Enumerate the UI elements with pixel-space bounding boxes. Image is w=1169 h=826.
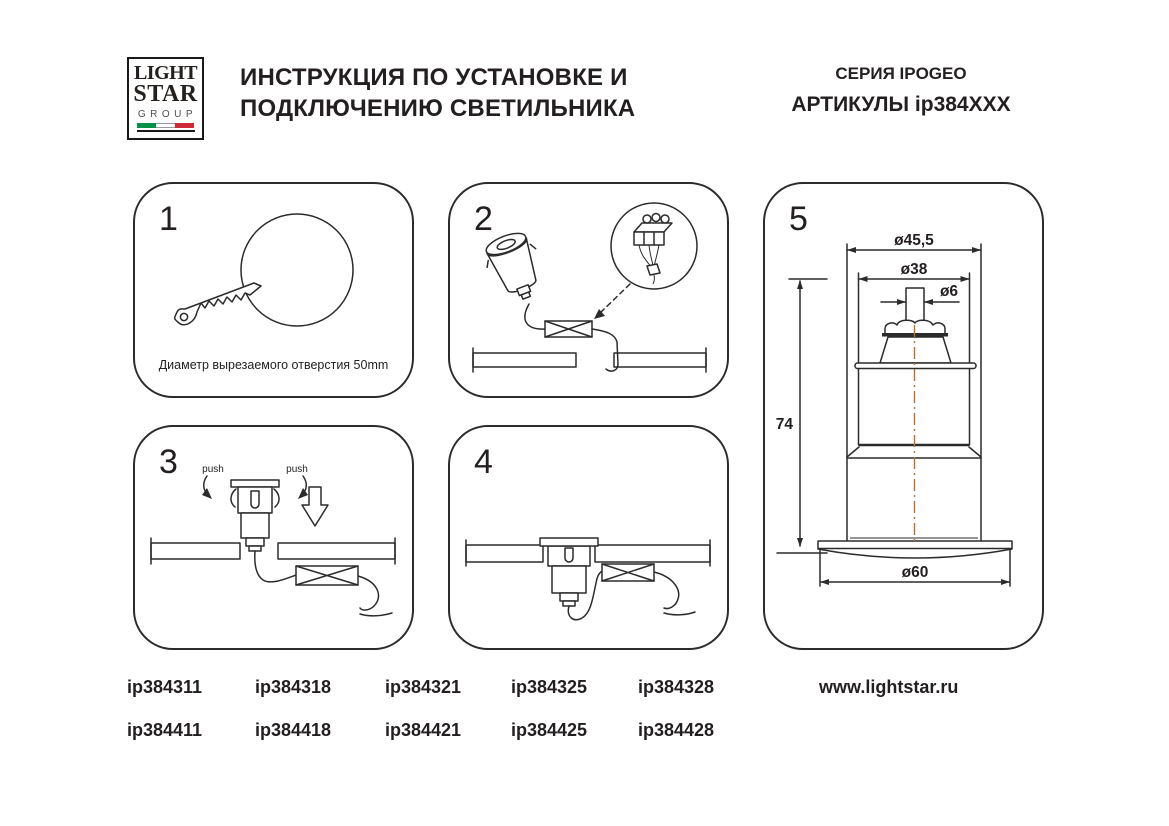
fixture-drawing [540,538,598,606]
step-number: 1 [159,200,178,238]
flag-white-segment [156,123,175,128]
step-1-panel [133,182,414,398]
title-line-1: ИНСТРУКЦИЯ ПО УСТАНОВКЕ И [240,64,628,91]
logo-underline [137,130,195,132]
step-1-caption: Диаметр вырезаемого отверстия 50mm [158,358,389,372]
dim-label-mid-diameter: ø38 [900,261,928,278]
junction-box [545,321,592,337]
website-url: www.lightstar.ru [819,677,959,697]
article-number: ip384318 [255,677,332,697]
fixture-drawing [479,227,551,329]
article-number: ip384421 [385,720,462,740]
junction-box [296,566,358,585]
logo-word-star: STAR [133,81,198,107]
article-number: ip384311 [127,677,203,697]
push-label-right: push [286,464,308,475]
mounting-surface [151,538,395,564]
articles-label: АРТИКУЛЫ ip384XXX [791,93,1011,116]
article-number: ip384418 [255,720,332,740]
step-number: 5 [789,200,808,238]
dim-label-height: 74 [775,416,793,433]
push-arrow-left [202,476,212,499]
step-5-dimension-drawing [763,182,1044,650]
push-arrow-right [298,476,308,499]
title-line-2: ПОДКЛЮЧЕНИЮ СВЕТИЛЬНИКА [240,95,636,122]
wiring-detail-circle [611,203,697,289]
step-3-panel [133,425,414,650]
step-5-panel [763,182,1044,650]
italian-flag-bar [137,123,195,128]
series-label: СЕРИЯ IPOGEO [835,64,967,83]
push-label-left: push [202,464,224,475]
cable-tail [358,576,392,616]
article-number: ip384428 [638,720,715,740]
cutout-circle [241,214,353,326]
article-number: ip384328 [638,677,715,697]
series-block [750,64,1052,117]
article-number: ip384411 [127,720,203,740]
cable [255,551,296,582]
step-2-panel [448,182,729,398]
dim-label-bottom-diameter: ø60 [901,564,929,581]
dim-label-top-diameter: ø45,5 [894,232,934,249]
step-number: 4 [474,443,493,481]
dimension-lines [777,247,1010,586]
fixture-drawing [231,480,279,551]
flag-red-segment [175,123,194,128]
lightstar-logo [127,57,204,140]
logo-word-group: GROUP [137,108,198,120]
dim-label-stem-diameter: ø6 [939,283,959,300]
step-4-panel [448,425,729,650]
junction-box [602,564,654,581]
flag-green-segment [137,123,156,128]
article-number: ip384325 [511,677,588,697]
cable-tail [654,572,695,615]
article-number: ip384425 [511,720,588,740]
logo-word-light: LIGHT [133,62,198,84]
step-number: 2 [474,200,493,238]
article-number: ip384321 [385,677,462,697]
saw-icon [175,283,261,325]
page-title [240,62,635,124]
detail-pointer-arrow [594,284,630,319]
mounting-surface [473,348,706,372]
step-number: 3 [159,443,178,481]
